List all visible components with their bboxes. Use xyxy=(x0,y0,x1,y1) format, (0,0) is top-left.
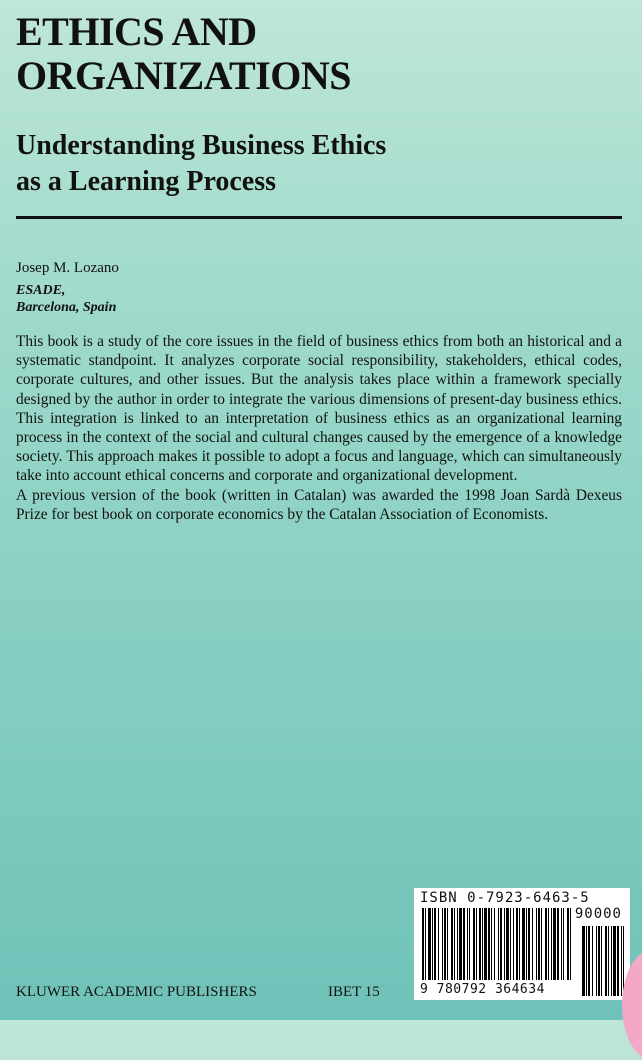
subtitle-line-2: as a Learning Process xyxy=(16,166,277,197)
ean-digits: 9 780792 364634 xyxy=(420,982,545,997)
title-divider xyxy=(16,216,622,219)
blurb xyxy=(16,332,622,524)
affiliation-line-2: Barcelona, Spain xyxy=(16,300,117,315)
blurb-paragraph-1: This book is a study of the core issues in the field of business ethics from both an historical and a systematic standpoint. It analyzes corporate social responsibility, stakeholders, ethical codes, corporate cultures, and other issues. But the analysis takes place within a framework specially designed by the author in order to integrate the various dimensions of present-day business ethics. This integration is linked to an interpretation of business ethics as an organizational learning process in the context of the social and cultural changes caused by the emergence of a knowledge society. This approach makes it possible to adopt a focus and language, which can simultaneously take into account ethical concerns and corporate and organizational development. xyxy=(16,333,622,485)
barcode-panel xyxy=(414,888,630,1000)
affiliation-line-1: ESADE, xyxy=(16,283,66,298)
series-number: IBET 15 xyxy=(328,984,380,1000)
title-line-1: ETHICS AND xyxy=(16,9,257,54)
subtitle-line-1: Understanding Business Ethics xyxy=(16,130,387,161)
book-title xyxy=(16,10,351,98)
blurb-paragraph-2: A previous version of the book (written in Catalan) was awarded the 1998 Joan Sardà Dexeus Prize for best book on corporate economics by the Catalan Association of Economists. xyxy=(16,486,622,523)
price-addon: 90000 xyxy=(574,906,622,922)
title-line-2: ORGANIZATIONS xyxy=(16,53,352,98)
author-affiliation xyxy=(16,282,116,316)
author-name: Josep M. Lozano xyxy=(16,260,119,276)
book-subtitle xyxy=(16,128,386,200)
publisher-name: KLUWER ACADEMIC PUBLISHERS xyxy=(16,984,257,1000)
isbn-label: ISBN 0-7923-6463-5 xyxy=(420,890,590,906)
